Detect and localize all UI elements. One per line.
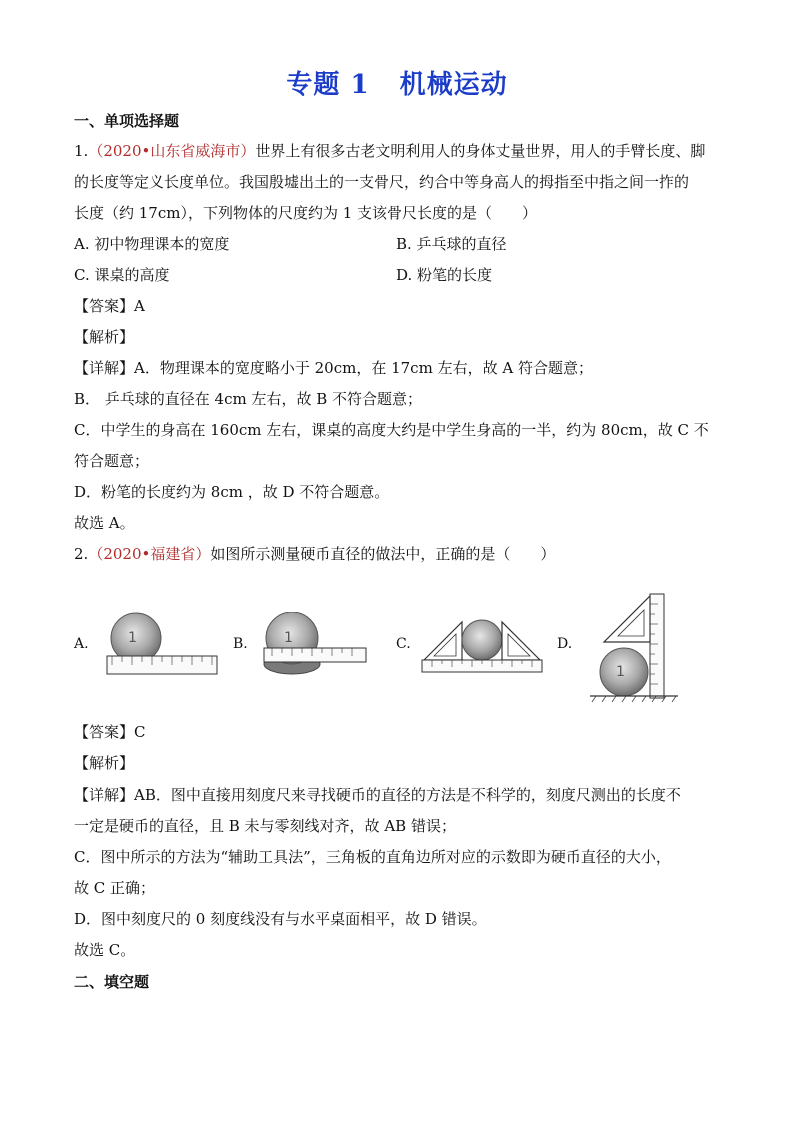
q1-detail-line-1 [74,358,724,378]
q2-stem-text: 如图所示测量硬币直径的做法中，正确的是（ ） [210,545,556,563]
q1-stem-line-1 [74,141,724,161]
q1-option-a: A. 初中物理课本的宽度 [74,235,230,253]
q1-answer [74,296,724,316]
q1-option-b: B. 乒乓球的直径 [396,235,507,253]
ruler-icon [264,648,366,662]
svg-text:1: 1 [128,630,137,646]
coin-icon [462,620,502,660]
q2-detail-line-4: 故 C 正确； [74,879,156,897]
q1-detail-text-1: A．物理课本的宽度略小于 20cm，在 17cm 左右，故 A 符合题意； [134,359,593,377]
title-topic-number: 专题 1 [286,70,370,100]
q1-answer-tag: 【答案】 [74,297,135,315]
q1-detail-line-3: C．中学生的身高在 160cm 左右，课桌的高度大约是中学生身高的一半，约为 80cm，故 C 不 [74,421,709,439]
q2-number: 2. [74,545,89,563]
q2-detail-line-1 [74,785,724,805]
q2-analysis-tag: 【解析】 [74,754,135,772]
section-heading-fill-blank: 二、填空题 [74,973,150,991]
q1-stem-line-2: 的长度等定义长度单位。我国殷墟出土的一支骨尺，约合中等身高人的拇指至中指之间一拃的 [74,173,690,191]
q1-stem-line-3: 长度（约 17cm），下列物体的尺度约为 1 支该骨尺长度的是（ ） [74,204,538,222]
q1-source: （2020•山东省威海市） [88,142,256,160]
q1-stem-text: 世界上有很多古老文明利用人的身体丈量世界，用人的手臂长度、脚 [255,142,706,160]
svg-text:1: 1 [616,664,625,680]
ruler-icon [650,594,664,698]
q2-detail-tag: 【详解】 [74,786,135,804]
q2-figure-b [262,612,368,682]
q2-stem [74,544,724,564]
q2-detail-line-5: D．图中刻度尺的 0 刻度线没有与水平桌面相平，故 D 错误。 [74,910,487,928]
q1-detail-line-4: 符合题意； [74,452,150,470]
q2-fig-label-b: B. [233,636,248,652]
q1-analysis-tag: 【解析】 [74,328,135,346]
svg-text:1: 1 [284,630,293,646]
q2-figure-a [104,612,220,684]
q1-number: 1. [74,142,89,160]
q2-detail-line-2: 一定是硬币的直径，且 B 未与零刻线对齐，故 AB 错误； [74,817,456,835]
q1-detail-tag: 【详解】 [74,359,135,377]
q1-option-d: D. 粉笔的长度 [396,266,493,284]
q2-fig-label-c: C. [396,636,411,652]
q1-answer-value: A [134,297,145,315]
title-topic-name: 机械运动 [399,70,508,100]
q1-detail-line-6: 故选 A。 [74,514,135,532]
q1-option-c: C. 课桌的高度 [74,266,170,284]
q2-answer [74,722,724,742]
q2-fig-label-d: D. [557,636,573,652]
q2-fig-label-a: A. [74,636,89,652]
page-title [0,64,794,101]
set-square-icon [604,596,650,642]
q2-detail-line-3: C．图中所示的方法为“辅助工具法”，三角板的直角边所对应的示数即为硬币直径的大小， [74,848,671,866]
q1-detail-line-2: B． 乒乓球的直径在 4cm 左右，故 B 不符合题意； [74,390,423,408]
q1-detail-line-5: D．粉笔的长度约为 8cm ，故 D 不符合题意。 [74,483,390,501]
q2-answer-tag: 【答案】 [74,723,135,741]
q2-figure-c [420,614,544,680]
q2-detail-line-6: 故选 C。 [74,941,136,959]
q2-source: （2020•福建省） [88,545,211,563]
section-heading-single-choice: 一、单项选择题 [74,112,180,130]
q2-answer-value: C [134,723,146,741]
q2-figure-d [588,592,682,710]
q2-detail-text-1: AB．图中直接用刻度尺来寻找硬币的直径的方法是不科学的，刻度尺测出的长度不 [134,786,681,804]
